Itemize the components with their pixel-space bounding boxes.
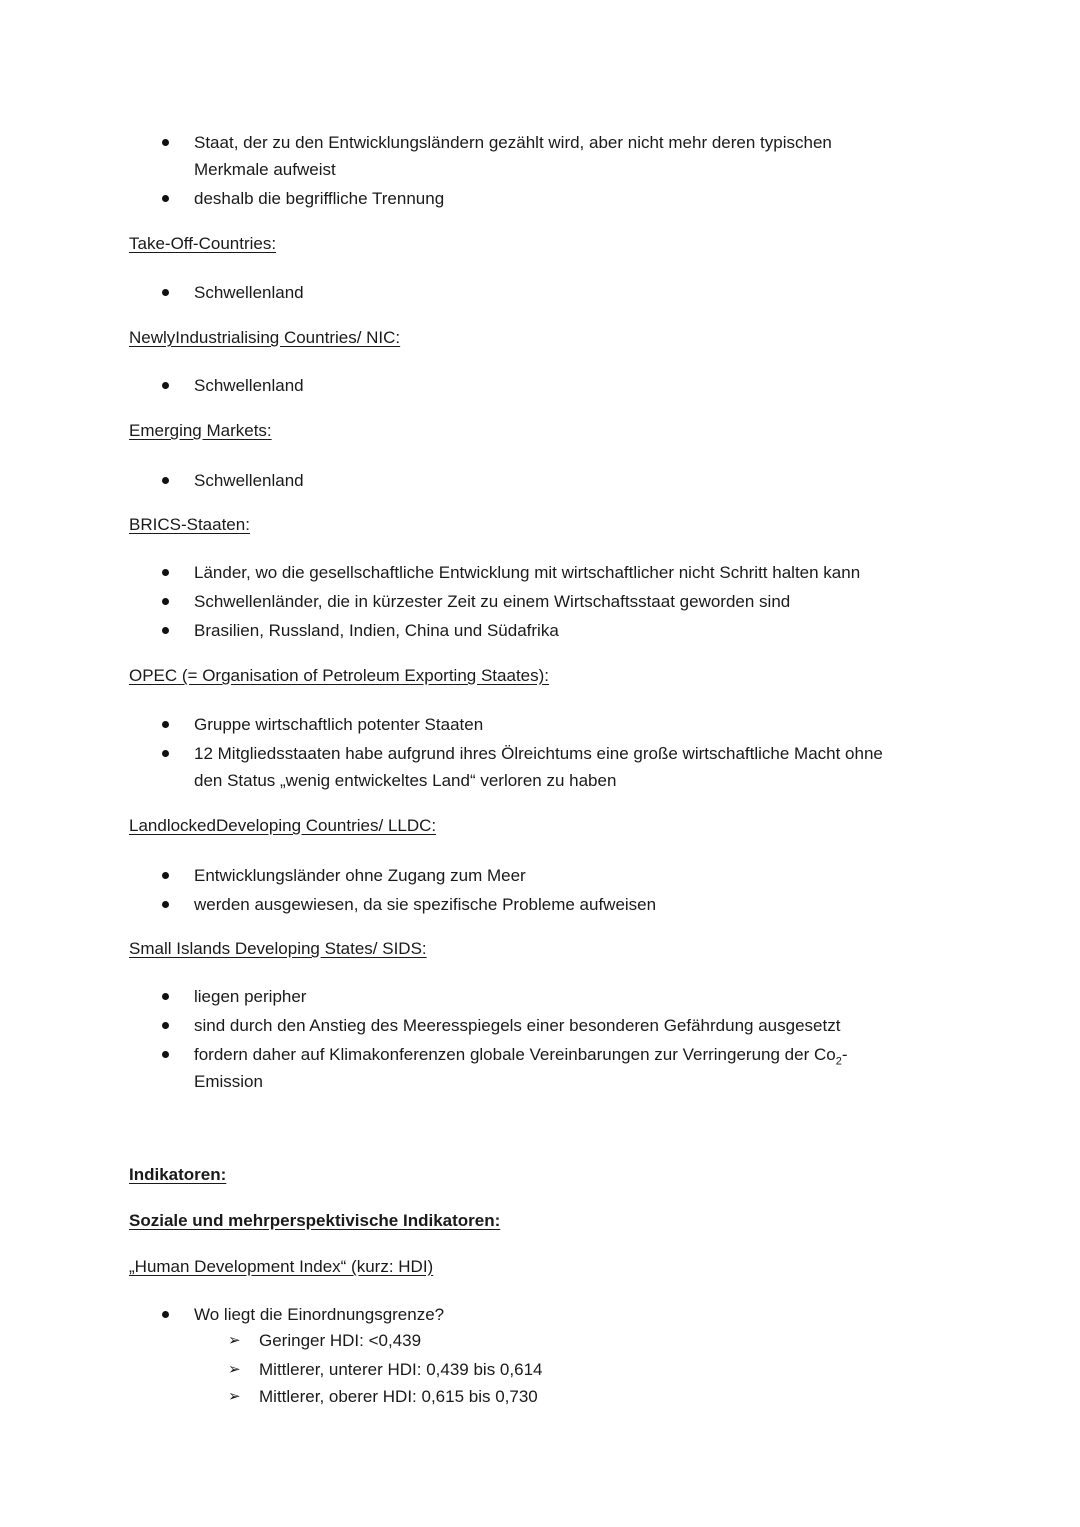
bullet-icon — [162, 872, 169, 879]
bullet-icon — [162, 598, 169, 605]
lldc-heading: LandlockedDeveloping Countries/ LLDC: — [129, 816, 437, 835]
bullet-icon — [162, 750, 169, 757]
opec-item-2-line-1: 12 Mitgliedsstaaten habe aufgrund ihres Ölreichtums eine große wirtschaftliche Macht ohne — [194, 744, 883, 763]
hdi-level-3: Mittlerer, oberer HDI: 0,615 bis 0,730 — [259, 1387, 538, 1406]
arrow-bullet-icon: ➢ — [228, 1332, 241, 1349]
bullet-icon — [162, 1311, 169, 1318]
bullet-icon — [162, 1051, 169, 1058]
brics-item-2: Schwellenländer, die in kürzester Zeit zu einem Wirtschaftsstaat geworden sind — [194, 592, 791, 611]
take-off-heading: Take-Off-Countries: — [129, 234, 277, 253]
nic-heading: NewlyIndustrialising Countries/ NIC: — [129, 328, 401, 347]
bullet-icon — [162, 627, 169, 634]
sids-item-3-hyphen: - — [841, 1045, 848, 1064]
sids-item-3-line-1 — [194, 1041, 848, 1075]
sids-item-2: sind durch den Anstieg des Meeresspiegels einer besonderen Gefährdung ausgesetzt — [194, 1016, 841, 1035]
lldc-item-2: werden ausgewiesen, da sie spezifische Probleme aufweisen — [194, 895, 657, 914]
intro-item-2: deshalb die begriffliche Trennung — [194, 189, 445, 208]
bullet-icon — [162, 993, 169, 1000]
bullet-icon — [162, 477, 169, 484]
lldc-item-1: Entwicklungsländer ohne Zugang zum Meer — [194, 866, 526, 885]
hdi-level-2: Mittlerer, unterer HDI: 0,439 bis 0,614 — [259, 1360, 543, 1379]
social-indicators-heading: Soziale und mehrperspektivische Indikatoren: — [129, 1211, 501, 1230]
brics-heading: BRICS-Staaten: — [129, 515, 250, 534]
indicators-heading: Indikatoren: — [129, 1165, 227, 1184]
hdi-level-1: Geringer HDI: <0,439 — [259, 1331, 422, 1350]
sids-heading: Small Islands Developing States/ SIDS: — [129, 939, 427, 958]
opec-item-2-line-2: den Status „wenig entwickeltes Land“ verloren zu haben — [194, 771, 617, 790]
bullet-icon — [162, 139, 169, 146]
brics-item-3: Brasilien, Russland, Indien, China und Südafrika — [194, 621, 559, 640]
opec-heading: OPEC (= Organisation of Petroleum Exporting Staates): — [129, 666, 550, 685]
bullet-icon — [162, 569, 169, 576]
hdi-question: Wo liegt die Einordnungsgrenze? — [194, 1305, 445, 1324]
sids-item-3-text: fordern daher auf Klimakonferenzen globale Vereinbarungen zur Verringerung der Co — [194, 1045, 836, 1064]
take-off-item-1: Schwellenland — [194, 283, 304, 302]
co2-subscript: 2 — [835, 1055, 842, 1068]
emerging-item-1: Schwellenland — [194, 471, 304, 490]
bullet-icon — [162, 1022, 169, 1029]
arrow-bullet-icon: ➢ — [228, 1361, 241, 1378]
intro-item-1-line-2: Merkmale aufweist — [194, 160, 336, 179]
bullet-icon — [162, 382, 169, 389]
bullet-icon — [162, 195, 169, 202]
hdi-heading: „Human Development Index“ (kurz: HDI) — [129, 1257, 434, 1276]
intro-item-1-line-1: Staat, der zu den Entwicklungsländern gezählt wird, aber nicht mehr deren typischen — [194, 133, 832, 152]
bullet-icon — [162, 721, 169, 728]
sids-item-3-line-2: Emission — [194, 1072, 263, 1091]
emerging-heading: Emerging Markets: — [129, 421, 272, 440]
bullet-icon — [162, 289, 169, 296]
bullet-icon — [162, 901, 169, 908]
brics-item-1: Länder, wo die gesellschaftliche Entwicklung mit wirtschaftlicher nicht Schritt halten kann — [194, 563, 861, 582]
sids-item-1: liegen peripher — [194, 987, 307, 1006]
opec-item-1: Gruppe wirtschaftlich potenter Staaten — [194, 715, 484, 734]
arrow-bullet-icon: ➢ — [228, 1388, 241, 1405]
nic-item-1: Schwellenland — [194, 376, 304, 395]
